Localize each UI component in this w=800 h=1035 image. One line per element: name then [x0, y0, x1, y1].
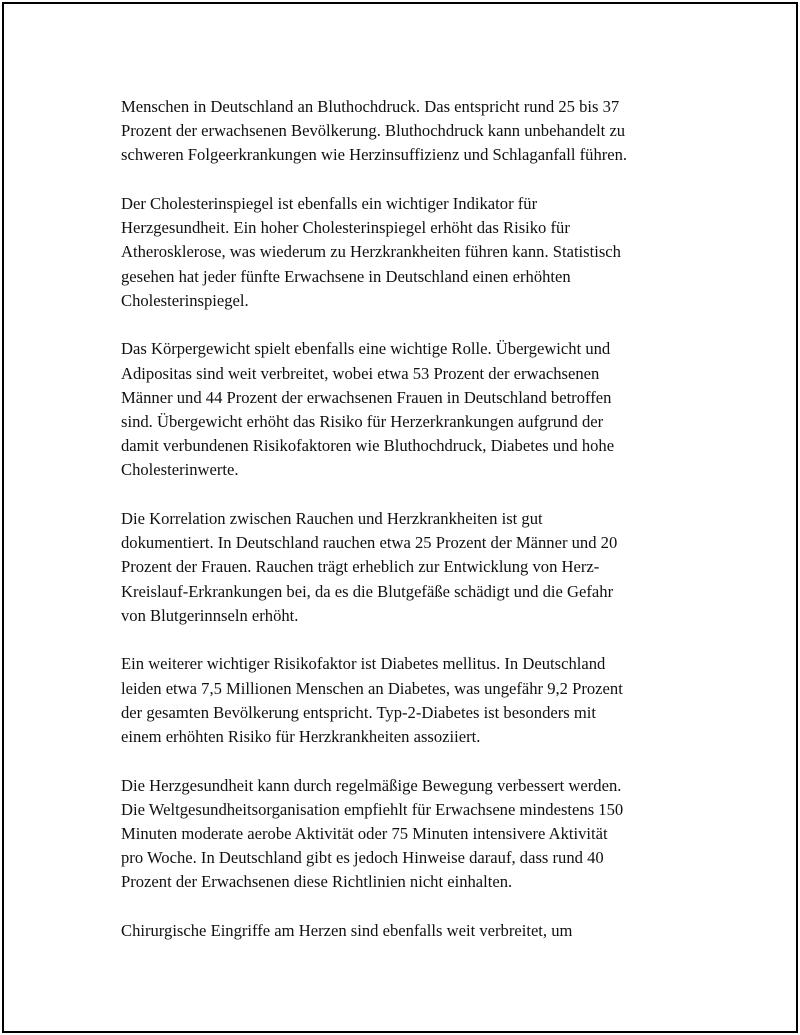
page-frame — [2, 2, 798, 1033]
paragraph-cholesterin: Der Cholesterinspiegel ist ebenfalls ein wichtiger Indikator für Herzgesundheit. Ein hoher Cholesterinspiegel erhöht das Risiko für Atherosklerose, was wiederum zu Herzkrankheiten führen kann. Statistisch gesehen hat jeder fünfte Erwachsene in Deutschland einen erhöhten Cholesterinspiegel. — [121, 194, 621, 310]
paragraph-diabetes: Ein weiterer wichtiger Risikofaktor ist Diabetes mellitus. In Deutschland leiden etwa 7,5 Millionen Menschen an Diabetes, was ungefähr 9,2 Prozent der gesamten Bevölkerung entspricht. Typ-2-Diabetes ist besonders mit einem erhöhten Risiko für Herzkrankheiten assoziiert. — [121, 654, 623, 747]
document-body — [121, 95, 701, 968]
paragraph-rauchen: Die Korrelation zwischen Rauchen und Herzkrankheiten ist gut dokumentiert. In Deutschland rauchen etwa 25 Prozent der Männer und 20 Prozent der Frauen. Rauchen trägt erheblich zur Entwicklung von Herz- Kreislauf-Erkrankungen bei, da es die Blutgefäße schädigt und die Gefahr von Blutgerinnseln erhöht. — [121, 509, 618, 625]
paragraph-bluthochdruck: Menschen in Deutschland an Bluthochdruck. Das entspricht rund 25 bis 37 Prozent der erwachsenen Bevölkerung. Bluthochdruck kann unbehandelt zu schweren Folgeerkrankungen wie Herzinsuffizienz und Schlaganfall führen. — [121, 97, 628, 165]
paragraph-koerpergewicht: Das Körpergewicht spielt ebenfalls eine wichtige Rolle. Übergewicht und Adipositas sind weit verbreitet, wobei etwa 53 Prozent der erwachsenen Männer und 44 Prozent der erwachsenen Frauen in Deutschland betroffen sind. Übergewicht erhöht das Risiko für Herzerkrankungen aufgrund der damit verbundenen Risikofaktoren wie Bluthochdruck, Diabetes und hohe Cholesterinwerte. — [121, 339, 615, 480]
paragraph-bewegung: Die Herzgesundheit kann durch regelmäßige Bewegung verbessert werden. Die Weltgesundheitsorganisation empfiehlt für Erwachsene mindestens 150 Minuten moderate aerobe Aktivität oder 75 Minuten intensivere Aktivität pro Woche. In Deutschland gibt es jedoch Hinweise darauf, dass rund 40 Prozent der Erwachsenen diese Richtlinien nicht einhalten. — [121, 775, 624, 892]
paragraph-chirurgie: Chirurgische Eingriffe am Herzen sind ebenfalls weit verbreitet, um — [121, 921, 573, 941]
